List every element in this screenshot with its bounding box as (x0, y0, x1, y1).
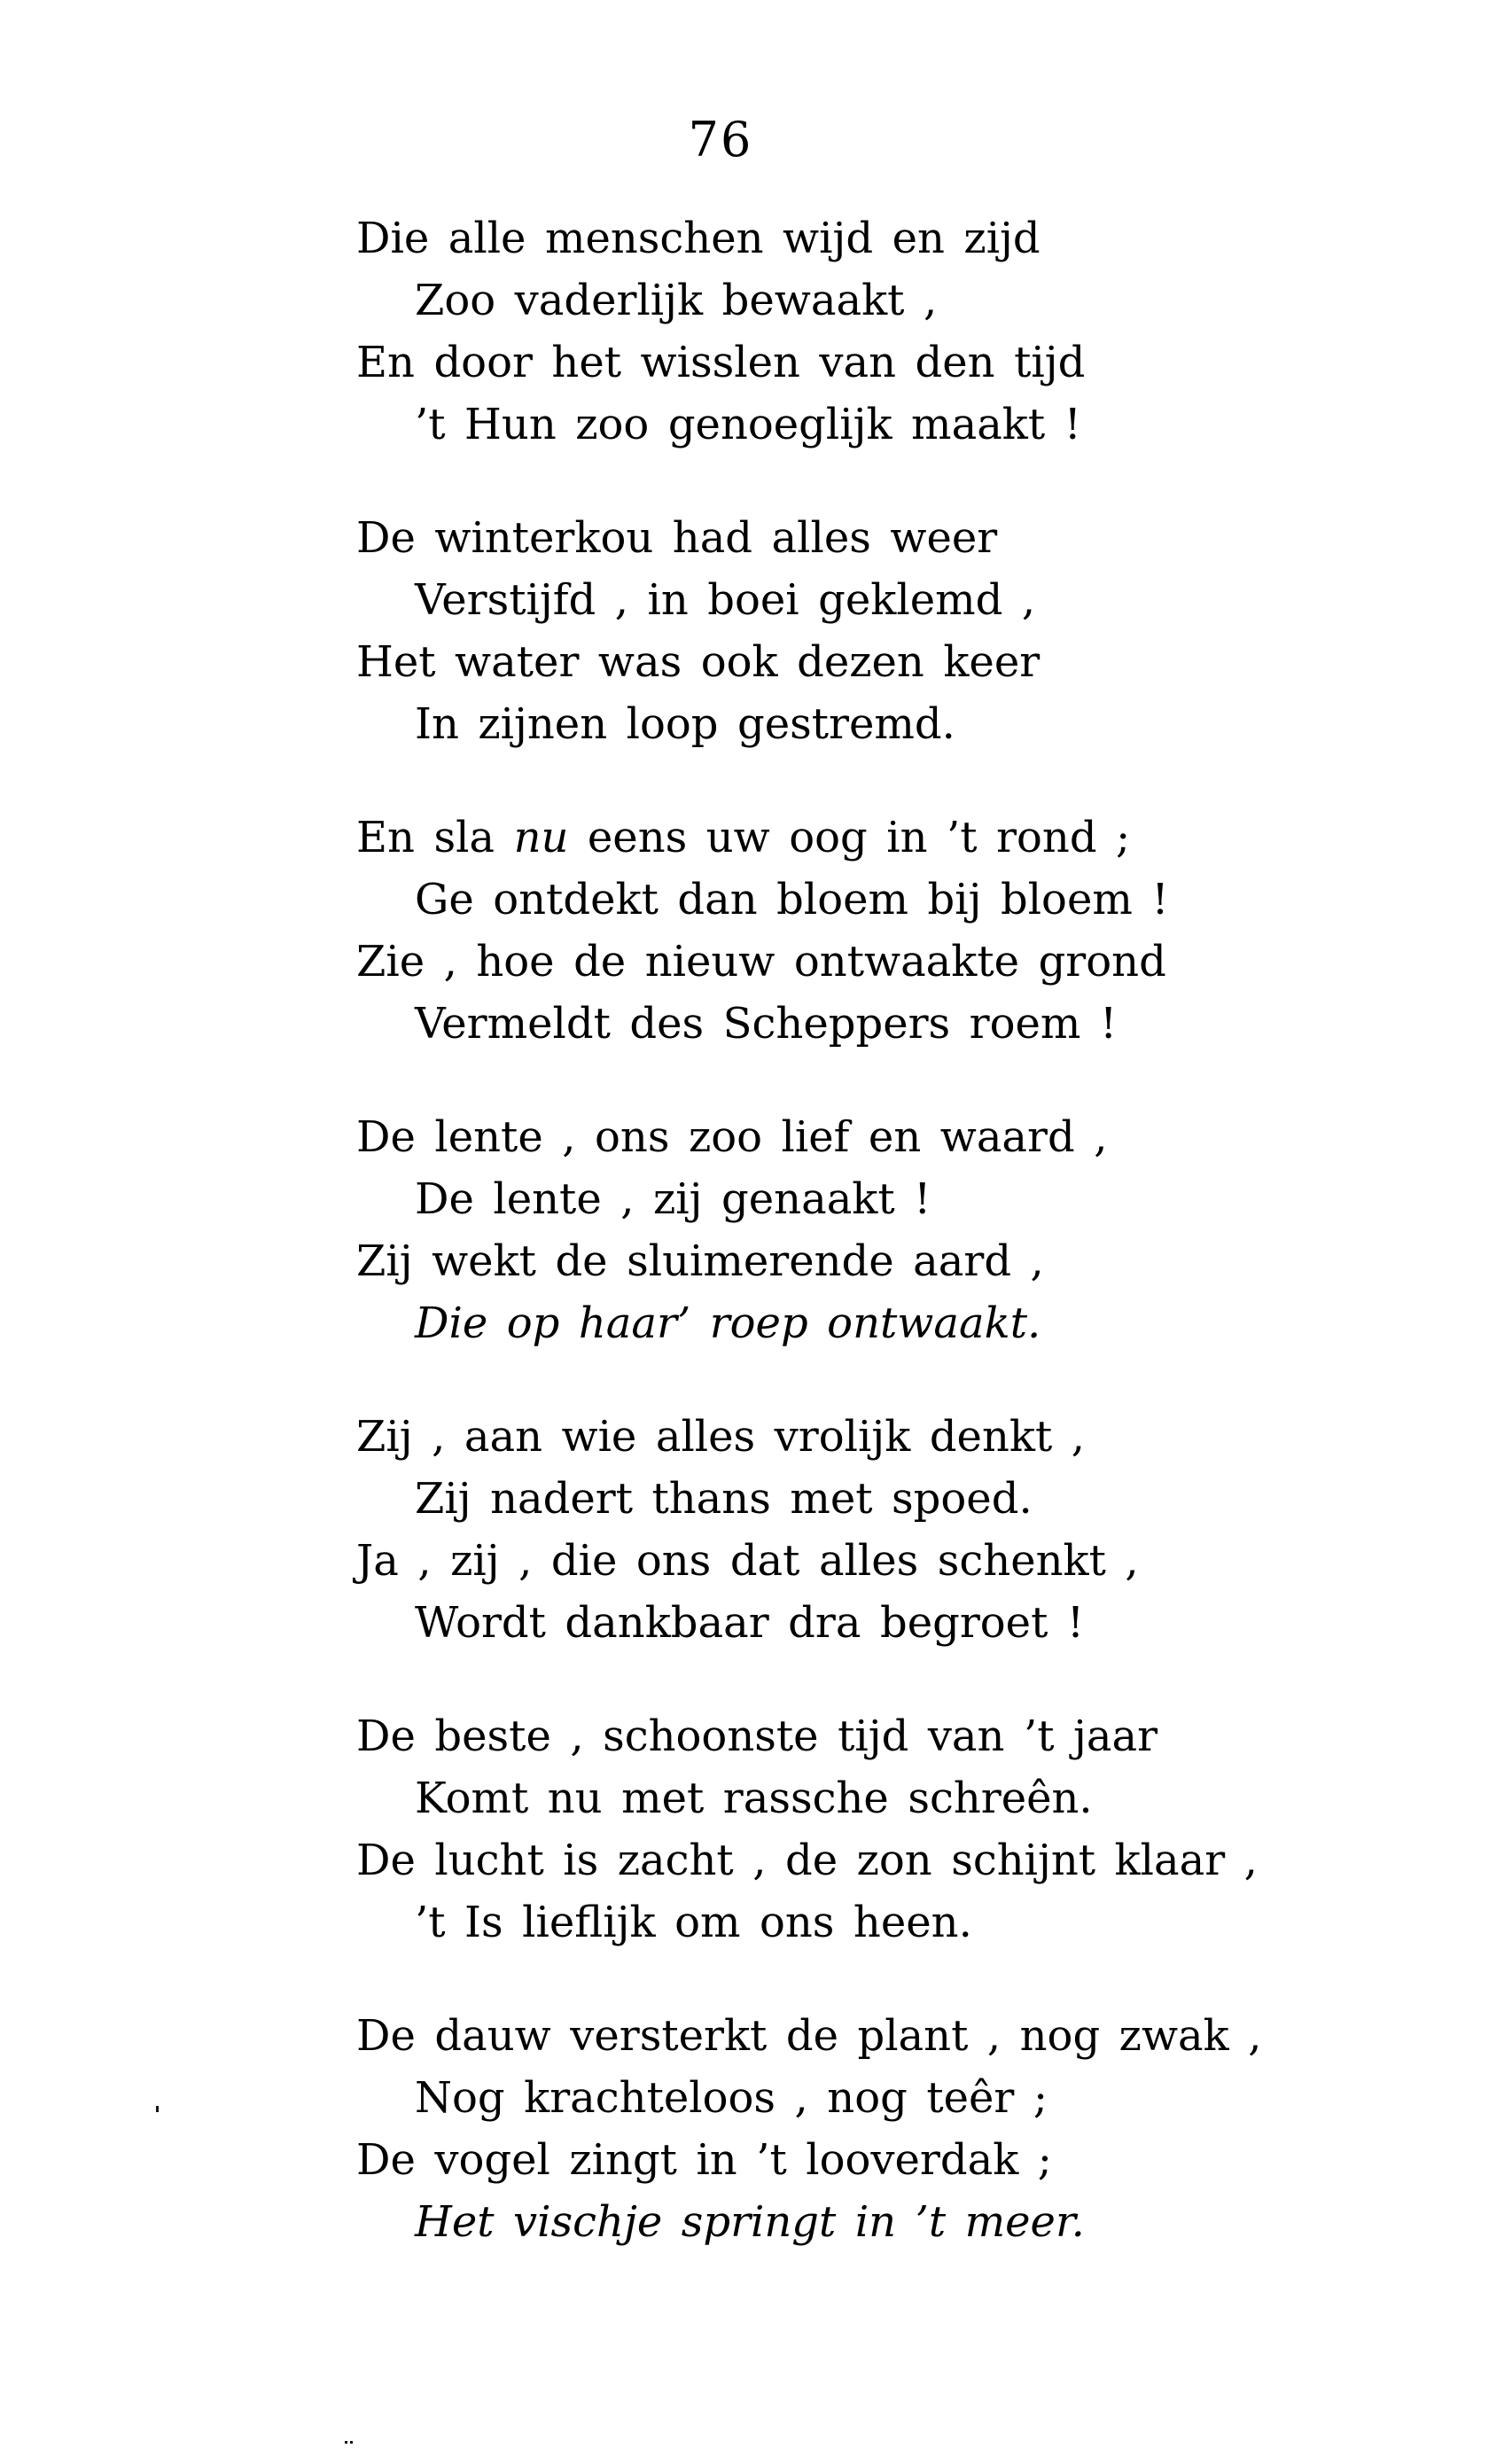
poem-line-text: Zij , aan wie alles vrolijk denkt , (356, 1412, 1085, 1462)
poem-line-text: De lente , ons zoo lief en waard , (356, 1112, 1108, 1162)
page-number: 76 (688, 112, 753, 168)
poem-line (356, 1705, 1262, 1767)
poem-line-text: Het vischje springt in ’t meer. (415, 2197, 1085, 2247)
stanza (356, 1406, 1262, 1654)
poem-line-text: Wordt dankbaar dra begroet ! (415, 1598, 1085, 1648)
scan-speck (156, 2106, 159, 2112)
poem-line (356, 693, 1262, 755)
poem-line (356, 331, 1262, 394)
poem-line (356, 1891, 1262, 1953)
poem-line-text: De dauw versterkt de plant , nog zwak , (356, 2011, 1262, 2061)
poem-line-text: Nog krachteloos , nog teêr ; (415, 2073, 1048, 2123)
poem-line-text: Komt nu met rassche schreên. (415, 1774, 1093, 1823)
stanza (356, 507, 1262, 755)
poem-line (356, 631, 1262, 693)
poem-line-text: Ge ontdekt dan bloem bij bloem ! (415, 875, 1169, 924)
poem-line (356, 394, 1262, 456)
poem-line-text: Die alle menschen wijd en zijd (356, 214, 1040, 263)
scan-speck (350, 2441, 353, 2444)
poem-line (356, 1592, 1262, 1654)
poem-line-text: Die op haar’ roep ontwaakt. (415, 1298, 1041, 1348)
poem-line-text: Zoo vaderlijk bewaakt , (415, 276, 938, 325)
poem-line (356, 1168, 1262, 1230)
poem-line-text: Zij nadert thans met spoed. (415, 1474, 1033, 1524)
poem-line (356, 2129, 1262, 2191)
poem-line (356, 931, 1262, 993)
poem-line (356, 1767, 1262, 1829)
poem-line-text: Zie , hoe de nieuw ontwaakte grond (356, 937, 1166, 986)
poem-text-block (356, 207, 1262, 2304)
stanza (356, 807, 1262, 1055)
poem-line-text: ’t Is lieflijk om ons heen. (415, 1898, 972, 1947)
poem-line (356, 807, 1262, 869)
poem-line (356, 2191, 1262, 2253)
poem-line (356, 2067, 1262, 2129)
poem-line (356, 1530, 1262, 1592)
poem-line (356, 869, 1262, 931)
poem-line (356, 1468, 1262, 1530)
poem-line (356, 1292, 1262, 1354)
scan-speck (345, 2441, 347, 2444)
poem-line-text: De vogel zingt in ’t looverdak ; (356, 2135, 1052, 2185)
poem-line-text: Zij wekt de sluimerende aard , (356, 1236, 1044, 1286)
poem-line (356, 569, 1262, 631)
poem-line-text: nu (513, 813, 569, 862)
poem-line-text: ’t Hun zoo genoeglijk maakt ! (415, 400, 1081, 449)
poem-line (356, 1106, 1262, 1168)
poem-line (356, 269, 1262, 331)
poem-line-text: De lucht is zacht , de zon schijnt klaar , (356, 1836, 1258, 1885)
stanza (356, 2005, 1262, 2253)
stanza (356, 207, 1262, 456)
poem-line-text: En door het wisslen van den tijd (356, 338, 1086, 387)
poem-line-text: En sla (356, 813, 514, 862)
poem-line (356, 1829, 1262, 1891)
poem-line-text: Ja , zij , die ons dat alles schenkt , (356, 1536, 1139, 1586)
poem-line-text: In zijnen loop gestremd. (415, 699, 955, 749)
poem-line-text: Verstijfd , in boei geklemd , (415, 575, 1036, 625)
poem-line-text: De lente , zij genaakt ! (415, 1174, 931, 1224)
poem-line-text: De beste , schoonste tijd van ’t jaar (356, 1712, 1158, 1761)
poem-line (356, 207, 1262, 269)
stanza (356, 1705, 1262, 1953)
poem-line-text: Het water was ook dezen keer (356, 637, 1040, 687)
poem-line (356, 993, 1262, 1055)
poem-line-text: De winterkou had alles weer (356, 513, 998, 563)
stanza (356, 1106, 1262, 1354)
poem-line (356, 1230, 1262, 1292)
poem-line-text: Vermeldt des Scheppers roem ! (415, 999, 1118, 1049)
poem-line-text: eens uw oog in ’t rond ; (568, 813, 1131, 862)
poem-line (356, 1406, 1262, 1468)
poem-line (356, 507, 1262, 569)
poem-line (356, 2005, 1262, 2067)
